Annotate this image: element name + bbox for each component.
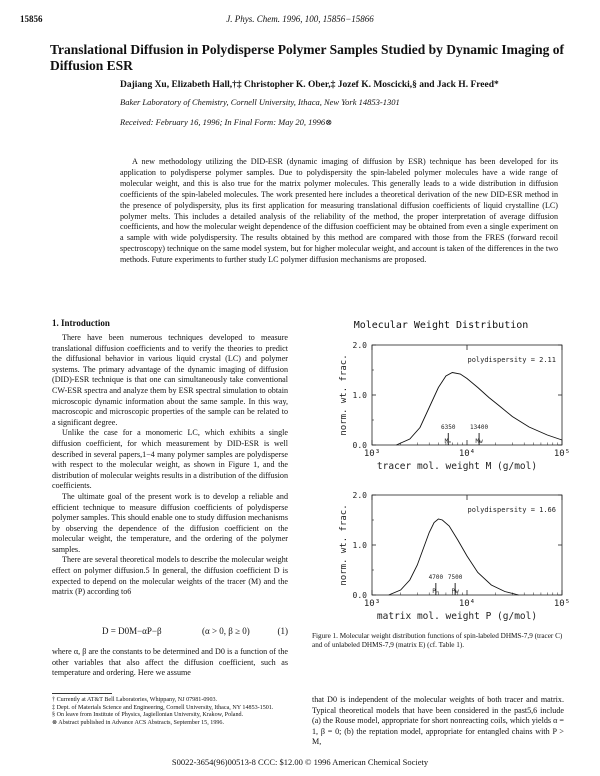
y-axis-label: norm. wt. frac. [339, 504, 349, 586]
intro-paragraph: There are several theoretical models to describe the molecular weight effect on polymer diffusion.5 In general, the diffusion coefficient D is expected to depend on the molecular weights of the tracer (M) and the matrix (P) according to6 [52, 555, 288, 597]
post-equation-paragraph: where α, β are the constants to be determined and D0 is a function of the other variables that also affect the diffusion coefficient, such as temperature and ordering. Here we assume [52, 647, 288, 678]
copyright-line: S0022-3654(96)00513-8 CCC: $12.00 © 1996 American Chemical Society [171, 757, 429, 767]
figure-1 [312, 335, 572, 625]
y-axis-label: norm. wt. frac. [339, 354, 349, 436]
y-tick-label: 2.0 [352, 341, 367, 350]
distribution-curve [389, 519, 519, 595]
intro-paragraph: The ultimate goal of the present work is to develop a reliable and efficient technique to measure diffusion coefficients of polydisperse polymer samples. This should enable one to study diffusion mechanisms by observing the dependence of the diffusion coefficient on the molecular weight, the temperature, and the ordering of the polymer samples. [52, 491, 288, 554]
intro-text [52, 333, 288, 598]
figure-caption: Figure 1. Molecular weight distribution functions of spin-labeled DHMS-7,9 (tracer C) and of unlabeled DHMS-7,9 (matrix E) (cf. Table 1). [312, 632, 563, 650]
average-symbol-label: Mₙ [444, 438, 452, 445]
x-axis-label: tracer mol. weight M (g/mol) [376, 461, 538, 472]
post-equation-text [52, 647, 288, 679]
section-heading: 1. Introduction [52, 318, 110, 328]
figure-title: Molecular Weight Distribution [353, 320, 529, 331]
y-tick-label: 2.0 [352, 491, 367, 500]
intro-paragraph: There have been numerous techniques developed to measure translational diffusion coefficients and to verify the theories to predict the diffusional behavior in various liquid crystal (LC) and polymer systems. The primary advantage of the dynamic imaging of diffusion (DID)-ESR technique is that one can simultaneously take conventional CW-ESR spectra and analyze them by ESR spectral simulation to obtain microscopic dynamic information about the same sample. In this way, macroscopic and microscopic properties of the sample can be related to a significant degree. [52, 333, 288, 427]
x-tick-label: 10⁴ [458, 449, 476, 459]
x-tick-label: 10⁵ [553, 599, 571, 609]
average-symbol-label: Mw [475, 438, 483, 445]
page-number: 15856 [20, 14, 43, 24]
polydispersity-annotation: polydispersity = 2.11 [467, 356, 556, 364]
average-value-label: 4700 [428, 574, 444, 581]
equation-formula: D = D0M−αP−β [102, 626, 162, 636]
footnotes [52, 697, 288, 727]
y-tick-label: 0.0 [352, 591, 367, 600]
footnote: § On leave from Institute of Physics, Jagiellonian University, Krakow, Poland. [52, 712, 244, 719]
received-dates: Received: February 16, 1996; In Final Form: May 20, 1996⊗ [120, 117, 333, 127]
x-tick-label: 10³ [363, 449, 381, 459]
author-list: Dajiang Xu, Elizabeth Hall,†‡ Christopher K. Ober,‡ Jozef K. Moscicki,§ and Jack H. Freed* [120, 80, 499, 90]
right-column-text: that D0 is independent of the molecular weights of both tracer and matrix. Typical theoretical models that have been considered in the past5,6 include (a) the Rouse model, appropriate for short nonreacting coils, which yields α = 1, β = 0; (b) the reptation model, appropriate for entangled chains with P > M, [312, 695, 564, 747]
footnote: ‡ Dept. of Materials Science and Engineering, Cornell University, Ithaca, NY 14853-1501. [52, 704, 274, 711]
average-symbol-label: Pw [451, 588, 459, 595]
average-value-label: 13400 [470, 424, 489, 431]
average-value-label: 6350 [441, 424, 456, 431]
average-value-label: 7500 [447, 574, 463, 581]
tracer-distribution-plot [339, 341, 570, 472]
footnote-divider [52, 693, 112, 694]
y-tick-label: 0.0 [352, 441, 367, 450]
average-symbol-label: Pₙ [432, 588, 440, 595]
y-tick-label: 1.0 [352, 391, 367, 400]
abstract-text: A new methodology utilizing the DID-ESR (dynamic imaging of diffusion by ESR) technique has been developed for its application to polydisperse polymer samples. Due to polydispersity the spin-labeled polymer molecules have a wide range of molecular weight, and this is also true for the matrix polymer molecules. This generally leads to a wide distribution in diffusion coefficients of the spin-labeled molecules. The work presented here includes a theoretical derivation of the new DID-ESR method in the presence of polydispersity, plus its first application for measuring translational diffusion coefficients of liquid crystalline (LC) polymer melts. This includes a detailed analysis of the reliability of the method, the proper interpretation of average diffusion coefficients, and how the molecular weight dependence of the diffusion coefficient may be obtained from even a single experiment on a sample with wide polydispersity. The results obtained by this method are compared with those from the FRES (forward recoil spectroscopy) technique on the same model system, but for higher molecular weight, and account is taken of the differences in the two methods. Future experiments to further study LC polymer diffusion mechanisms are proposed. [120, 157, 558, 265]
footnote: † Currently at AT&T Bell Laboratories, Whippany, NJ 07981-0903. [52, 697, 218, 703]
abstract [120, 157, 558, 266]
x-axis-label: matrix mol. weight P (g/mol) [376, 611, 538, 622]
equation-number: (1) [277, 626, 288, 636]
paper-title: Translational Diffusion in Polydisperse Polymer Samples Studied by Dynamic Imaging of Diffusion ESR [50, 42, 565, 73]
affiliation: Baker Laboratory of Chemistry, Cornell University, Ithaca, New York 14853-1301 [120, 97, 400, 107]
matrix-distribution-plot [339, 491, 570, 622]
y-tick-label: 1.0 [352, 541, 367, 550]
journal-reference: J. Phys. Chem. 1996, 100, 15856−15866 [226, 14, 374, 24]
polydispersity-annotation: polydispersity = 1.66 [467, 506, 556, 514]
equation-condition: (α > 0, β ≥ 0) [202, 626, 250, 636]
footnote: ⊗ Abstract published in Advance ACS Abstracts, September 15, 1996. [52, 719, 224, 726]
intro-paragraph: Unlike the case for a monomeric LC, which exhibits a single diffusion coefficient, for which measurement by DID-ESR is well described in several papers,1−4 many polymer samples are polydisperse with respect to the molecular weight, as shown in Figure 1, and the distribution of molecular weights results in a distribution of the diffusion coefficients. [52, 428, 288, 491]
x-tick-label: 10³ [363, 599, 381, 609]
x-tick-label: 10⁴ [458, 599, 476, 609]
x-tick-label: 10⁵ [553, 449, 571, 459]
